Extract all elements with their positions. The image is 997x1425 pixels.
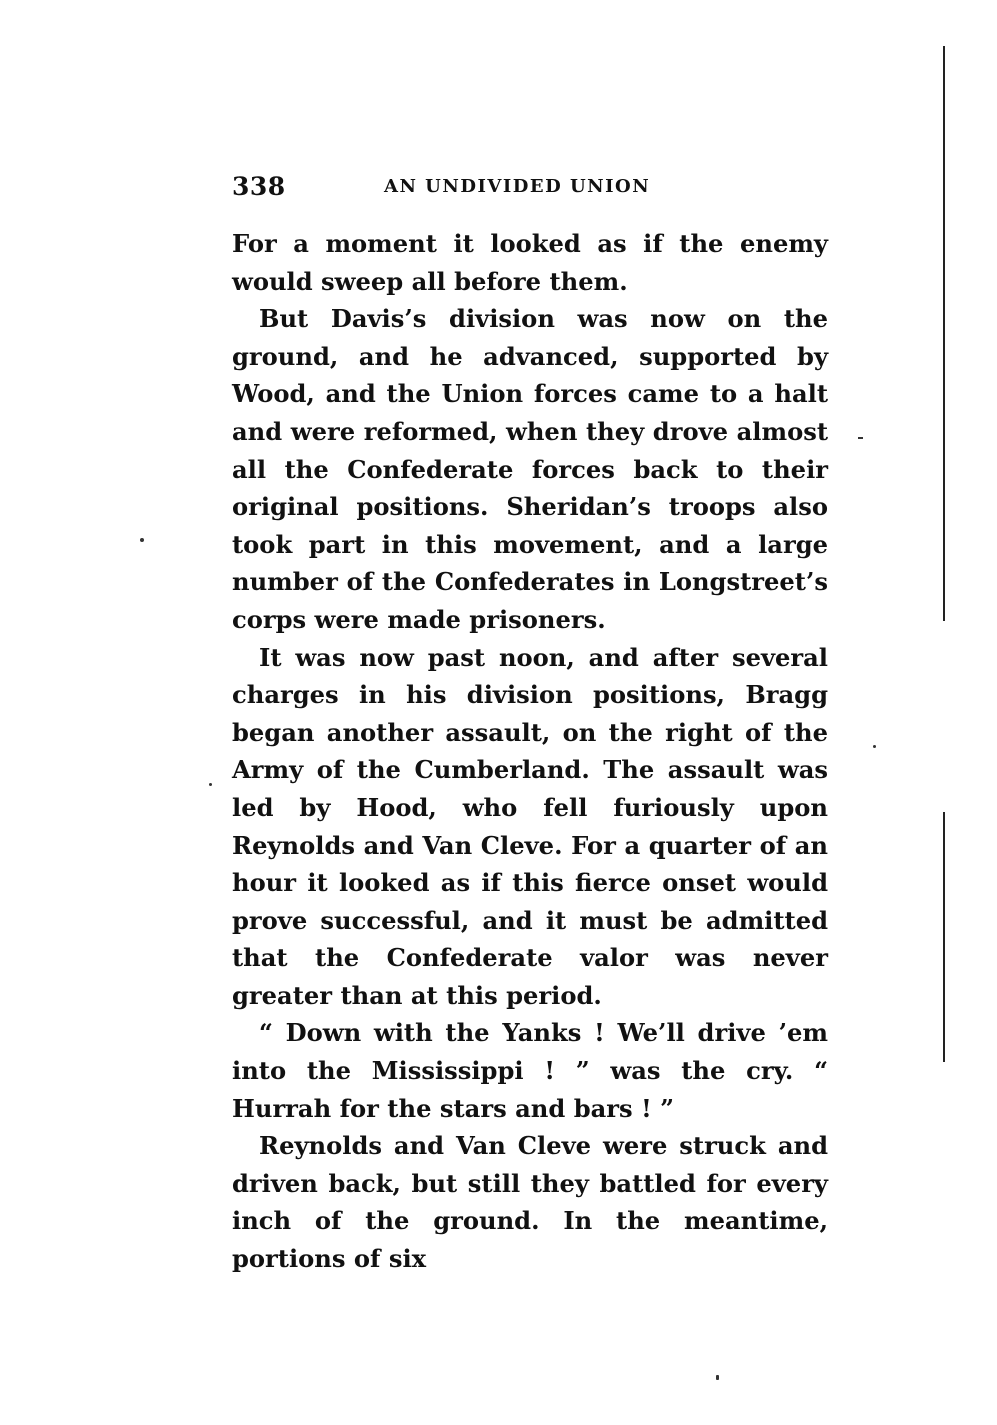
running-title: AN UNDIVIDED UNION	[384, 176, 651, 197]
scan-edge-line-top	[943, 46, 945, 621]
scan-speck	[873, 745, 876, 748]
scan-speck	[858, 437, 863, 439]
paragraph-3: It was now past noon, and after several charges in his division positions, Bragg began another assault, on the right of the Army of the Cumberland. The assault was led by Hood, who fell furiously upon Reynolds and Van Cleve. For a quarter of an hour it looked as if this fierce onset would prove successful, and it must be admitted that the Confederate valor was never greater than at this period.	[232, 642, 828, 1010]
paragraph-4: “ Down with the Yanks ! We’ll drive ’em into the Mississippi ! ” was the cry. “ Hurrah for the stars and bars ! ”	[232, 1018, 828, 1123]
scan-speck	[716, 1375, 719, 1380]
paragraph-2: But Davis’s division was now on the ground, and he advanced, supported by Wood, and the Union forces came to a halt and were reformed, when they drove almost all the Confederate forces back to their original positions. Sheridan’s troops also took part in this movement, and a large number of the Confederates in Longstreet’s corps were made prisoners.	[232, 304, 828, 634]
scan-edge-line-bottom	[943, 812, 945, 1062]
page-number: 338	[232, 172, 286, 201]
paragraph-1: For a moment it looked as if the enemy would sweep all before them.	[232, 229, 828, 296]
scan-speck	[209, 783, 212, 786]
scan-speck	[140, 538, 144, 542]
paragraph-5: Reynolds and Van Cleve were struck and driven back, but still they battled for every inch of the ground. In the meantime, portions of six	[232, 1131, 828, 1274]
body-text	[232, 225, 828, 1278]
